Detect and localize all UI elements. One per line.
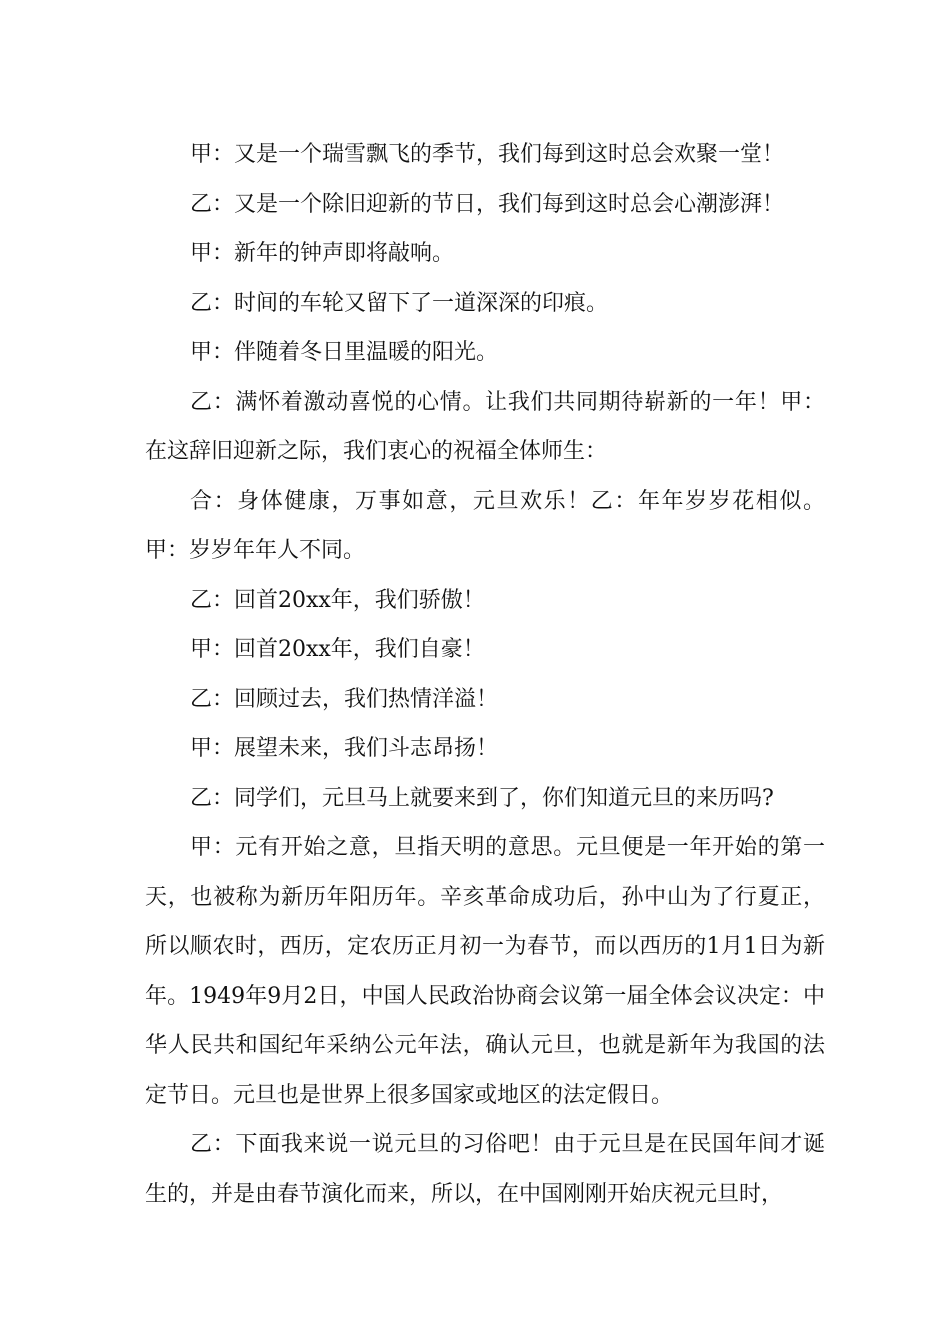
paragraph: 乙：满怀着激动喜悦的心情。让我们共同期待崭新的一年！甲：在这辞旧迎新之际，我们衷心的祝福全体师生： bbox=[145, 389, 825, 464]
paragraph: 甲：展望未来，我们斗志昂扬！ bbox=[190, 736, 499, 761]
paragraph: 甲：回首20xx年，我们自豪！ bbox=[190, 637, 485, 662]
paragraph: 乙：回首20xx年，我们骄傲！ bbox=[190, 587, 485, 613]
paragraph: 甲：伴随着冬日里温暖的阳光。 bbox=[190, 340, 499, 365]
paragraph: 合：身体健康，万事如意，元旦欢乐！乙：年年岁岁花相似。甲：岁岁年年人不同。 bbox=[145, 488, 825, 563]
paragraph: 乙：下面我来说一说元旦的习俗吧！由于元旦是在民国年间才诞生的，并是由春节演化而来，所以，在中国刚刚开始庆祝元旦时， bbox=[145, 1132, 825, 1207]
paragraph: 乙：时间的车轮又留下了一道深深的印痕。 bbox=[190, 290, 609, 316]
paragraph: 甲：新年的钟声即将敲响。 bbox=[190, 241, 455, 266]
paragraph: 甲：又是一个瑞雪飘飞的季节，我们每到这时总会欢聚一堂！ bbox=[190, 142, 785, 167]
paragraph: 乙：回顾过去，我们热情洋溢！ bbox=[190, 686, 499, 712]
paragraph: 乙：又是一个除旧迎新的节日，我们每到这时总会心潮澎湃！ bbox=[190, 191, 785, 217]
document-body bbox=[145, 130, 825, 1219]
paragraph: 乙：同学们，元旦马上就要来到了，你们知道元旦的来历吗? bbox=[190, 785, 774, 811]
paragraph: 甲：元有开始之意，旦指天明的意思。元旦便是一年开始的第一天，也被称为新历年阳历年。辛亥革命成功后，孙中山为了行夏正，所以顺农时，西历，定农历正月初一为春节，而以西历的1月1日为新年。1949年9月2日，中国人民政治协商会议第一届全体会议决定：中华人民共和国纪年采纳公元年法，确认元旦，也就是新年为我国的法定节日。元旦也是世界上很多国家或地区的法定假日。 bbox=[145, 835, 825, 1108]
